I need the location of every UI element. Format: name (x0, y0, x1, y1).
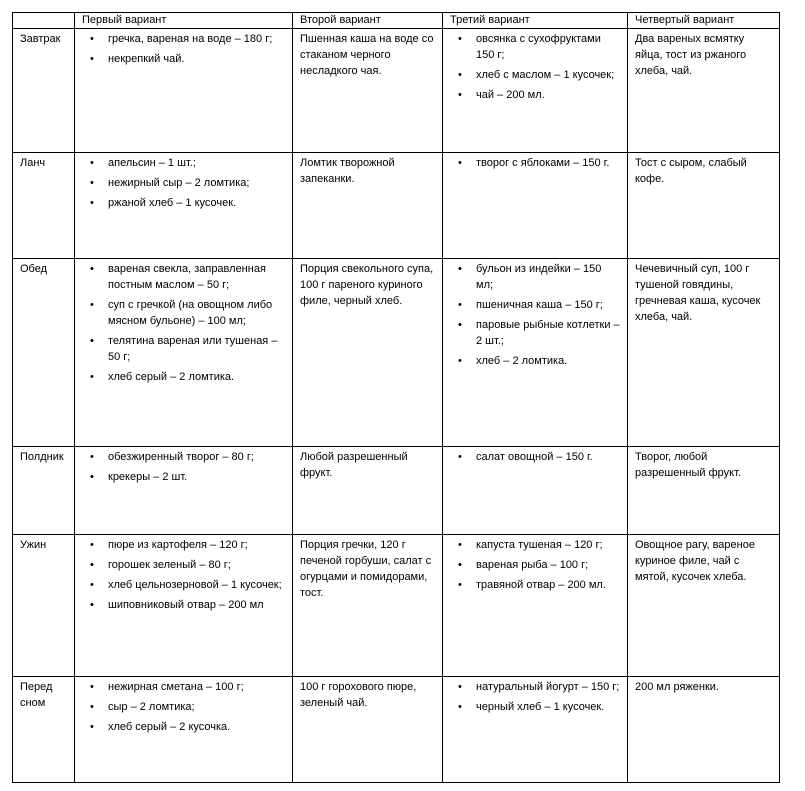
food-list (82, 261, 285, 385)
list-item: • травяной отвар – 200 мл. (450, 577, 620, 593)
header-row (13, 13, 780, 29)
list-item: • пюре из картофеля – 120 г; (82, 537, 285, 553)
food-list (450, 679, 620, 715)
variant-2-cell: Порция гречки, 120 г печеной горбуши, салат с огурцами и помидорами, тост. (293, 535, 443, 677)
list-item: • гречка, вареная на воде – 180 г; (82, 31, 285, 47)
list-item: • бульон из индейки – 150 мл; (450, 261, 620, 293)
list-item: • натуральный йогурт – 150 г; (450, 679, 620, 695)
table-row (13, 259, 780, 447)
header-variant-3: Третий вариант (443, 13, 628, 29)
header-corner-cell (13, 13, 75, 29)
food-list (82, 155, 285, 211)
list-item: • капуста тушеная – 120 г; (450, 537, 620, 553)
variant-2-cell: Порция свекольного супа, 100 г пареного куриного филе, черный хлеб. (293, 259, 443, 447)
list-item: • черный хлеб – 1 кусочек. (450, 699, 620, 715)
list-item: • хлеб цельнозерновой – 1 кусочек; (82, 577, 285, 593)
list-item: • салат овощной – 150 г. (450, 449, 620, 465)
meal-name-cell: Перед сном (13, 677, 75, 783)
meal-name-cell: Полдник (13, 447, 75, 535)
food-list (82, 537, 285, 613)
variant-1-cell (75, 447, 293, 535)
list-item: • хлеб с маслом – 1 кусочек; (450, 67, 620, 83)
list-item: • чай – 200 мл. (450, 87, 620, 103)
list-item: • апельсин – 1 шт.; (82, 155, 285, 171)
table-row (13, 447, 780, 535)
variant-4-cell: Два вареных всмятку яйца, тост из ржаного хлеба, чай. (628, 29, 780, 153)
table-row (13, 153, 780, 259)
list-item: • вареная рыба – 100 г; (450, 557, 620, 573)
list-item: • пшеничная каша – 150 г; (450, 297, 620, 313)
variant-4-cell: Овощное рагу, вареное куриное филе, чай с мятой, кусочек хлеба. (628, 535, 780, 677)
list-item: • сыр – 2 ломтика; (82, 699, 285, 715)
list-item: • крекеры – 2 шт. (82, 469, 285, 485)
variant-4-cell: Чечевичный суп, 100 г тушеной говядины, гречневая каша, кусочек хлеба, чай. (628, 259, 780, 447)
meal-name-cell: Завтрак (13, 29, 75, 153)
list-item: • шиповниковый отвар – 200 мл (82, 597, 285, 613)
food-list (450, 537, 620, 593)
variant-2-cell: Ломтик творожной запеканки. (293, 153, 443, 259)
list-item: • некрепкий чай. (82, 51, 285, 67)
list-item: • суп с гречкой (на овощном либо мясном бульоне) – 100 мл; (82, 297, 285, 329)
header-variant-2: Второй вариант (293, 13, 443, 29)
food-list (450, 31, 620, 103)
header-variant-1: Первый вариант (75, 13, 293, 29)
list-item: • вареная свекла, заправленная постным маслом – 50 г; (82, 261, 285, 293)
food-list (450, 155, 620, 171)
variant-3-cell (443, 535, 628, 677)
table-row (13, 677, 780, 783)
variant-3-cell (443, 29, 628, 153)
meal-name-cell: Ланч (13, 153, 75, 259)
variant-3-cell (443, 677, 628, 783)
table-body (13, 29, 780, 783)
variant-4-cell: 200 мл ряженки. (628, 677, 780, 783)
list-item: • творог с яблоками – 150 г. (450, 155, 620, 171)
variant-3-cell (443, 153, 628, 259)
list-item: • обезжиренный творог – 80 г; (82, 449, 285, 465)
variant-2-cell: Любой разрешенный фрукт. (293, 447, 443, 535)
food-list (82, 449, 285, 485)
meal-name-cell: Ужин (13, 535, 75, 677)
variant-2-cell: 100 г горохового пюре, зеленый чай. (293, 677, 443, 783)
food-list (82, 679, 285, 735)
header-variant-4: Четвертый вариант (628, 13, 780, 29)
variant-3-cell (443, 259, 628, 447)
variant-1-cell (75, 535, 293, 677)
food-list (450, 261, 620, 369)
variant-4-cell: Творог, любой разрешенный фрукт. (628, 447, 780, 535)
variant-1-cell (75, 29, 293, 153)
list-item: • паровые рыбные котлетки – 2 шт.; (450, 317, 620, 349)
list-item: • овсянка с сухофруктами 150 г; (450, 31, 620, 63)
variant-2-cell: Пшенная каша на воде со стаканом черного несладкого чая. (293, 29, 443, 153)
food-list (82, 31, 285, 67)
table-row (13, 535, 780, 677)
list-item: • горошек зеленый – 80 г; (82, 557, 285, 573)
variant-1-cell (75, 153, 293, 259)
list-item: • нежирный сыр – 2 ломтика; (82, 175, 285, 191)
table-row (13, 29, 780, 153)
list-item: • хлеб серый – 2 ломтика. (82, 369, 285, 385)
variant-1-cell (75, 677, 293, 783)
food-list (450, 449, 620, 465)
list-item: • хлеб – 2 ломтика. (450, 353, 620, 369)
variant-3-cell (443, 447, 628, 535)
variant-4-cell: Тост с сыром, слабый кофе. (628, 153, 780, 259)
list-item: • ржаной хлеб – 1 кусочек. (82, 195, 285, 211)
list-item: • нежирная сметана – 100 г; (82, 679, 285, 695)
list-item: • телятина вареная или тушеная – 50 г; (82, 333, 285, 365)
list-item: • хлеб серый – 2 кусочка. (82, 719, 285, 735)
variant-1-cell (75, 259, 293, 447)
meal-name-cell: Обед (13, 259, 75, 447)
diet-menu-table (12, 12, 780, 783)
